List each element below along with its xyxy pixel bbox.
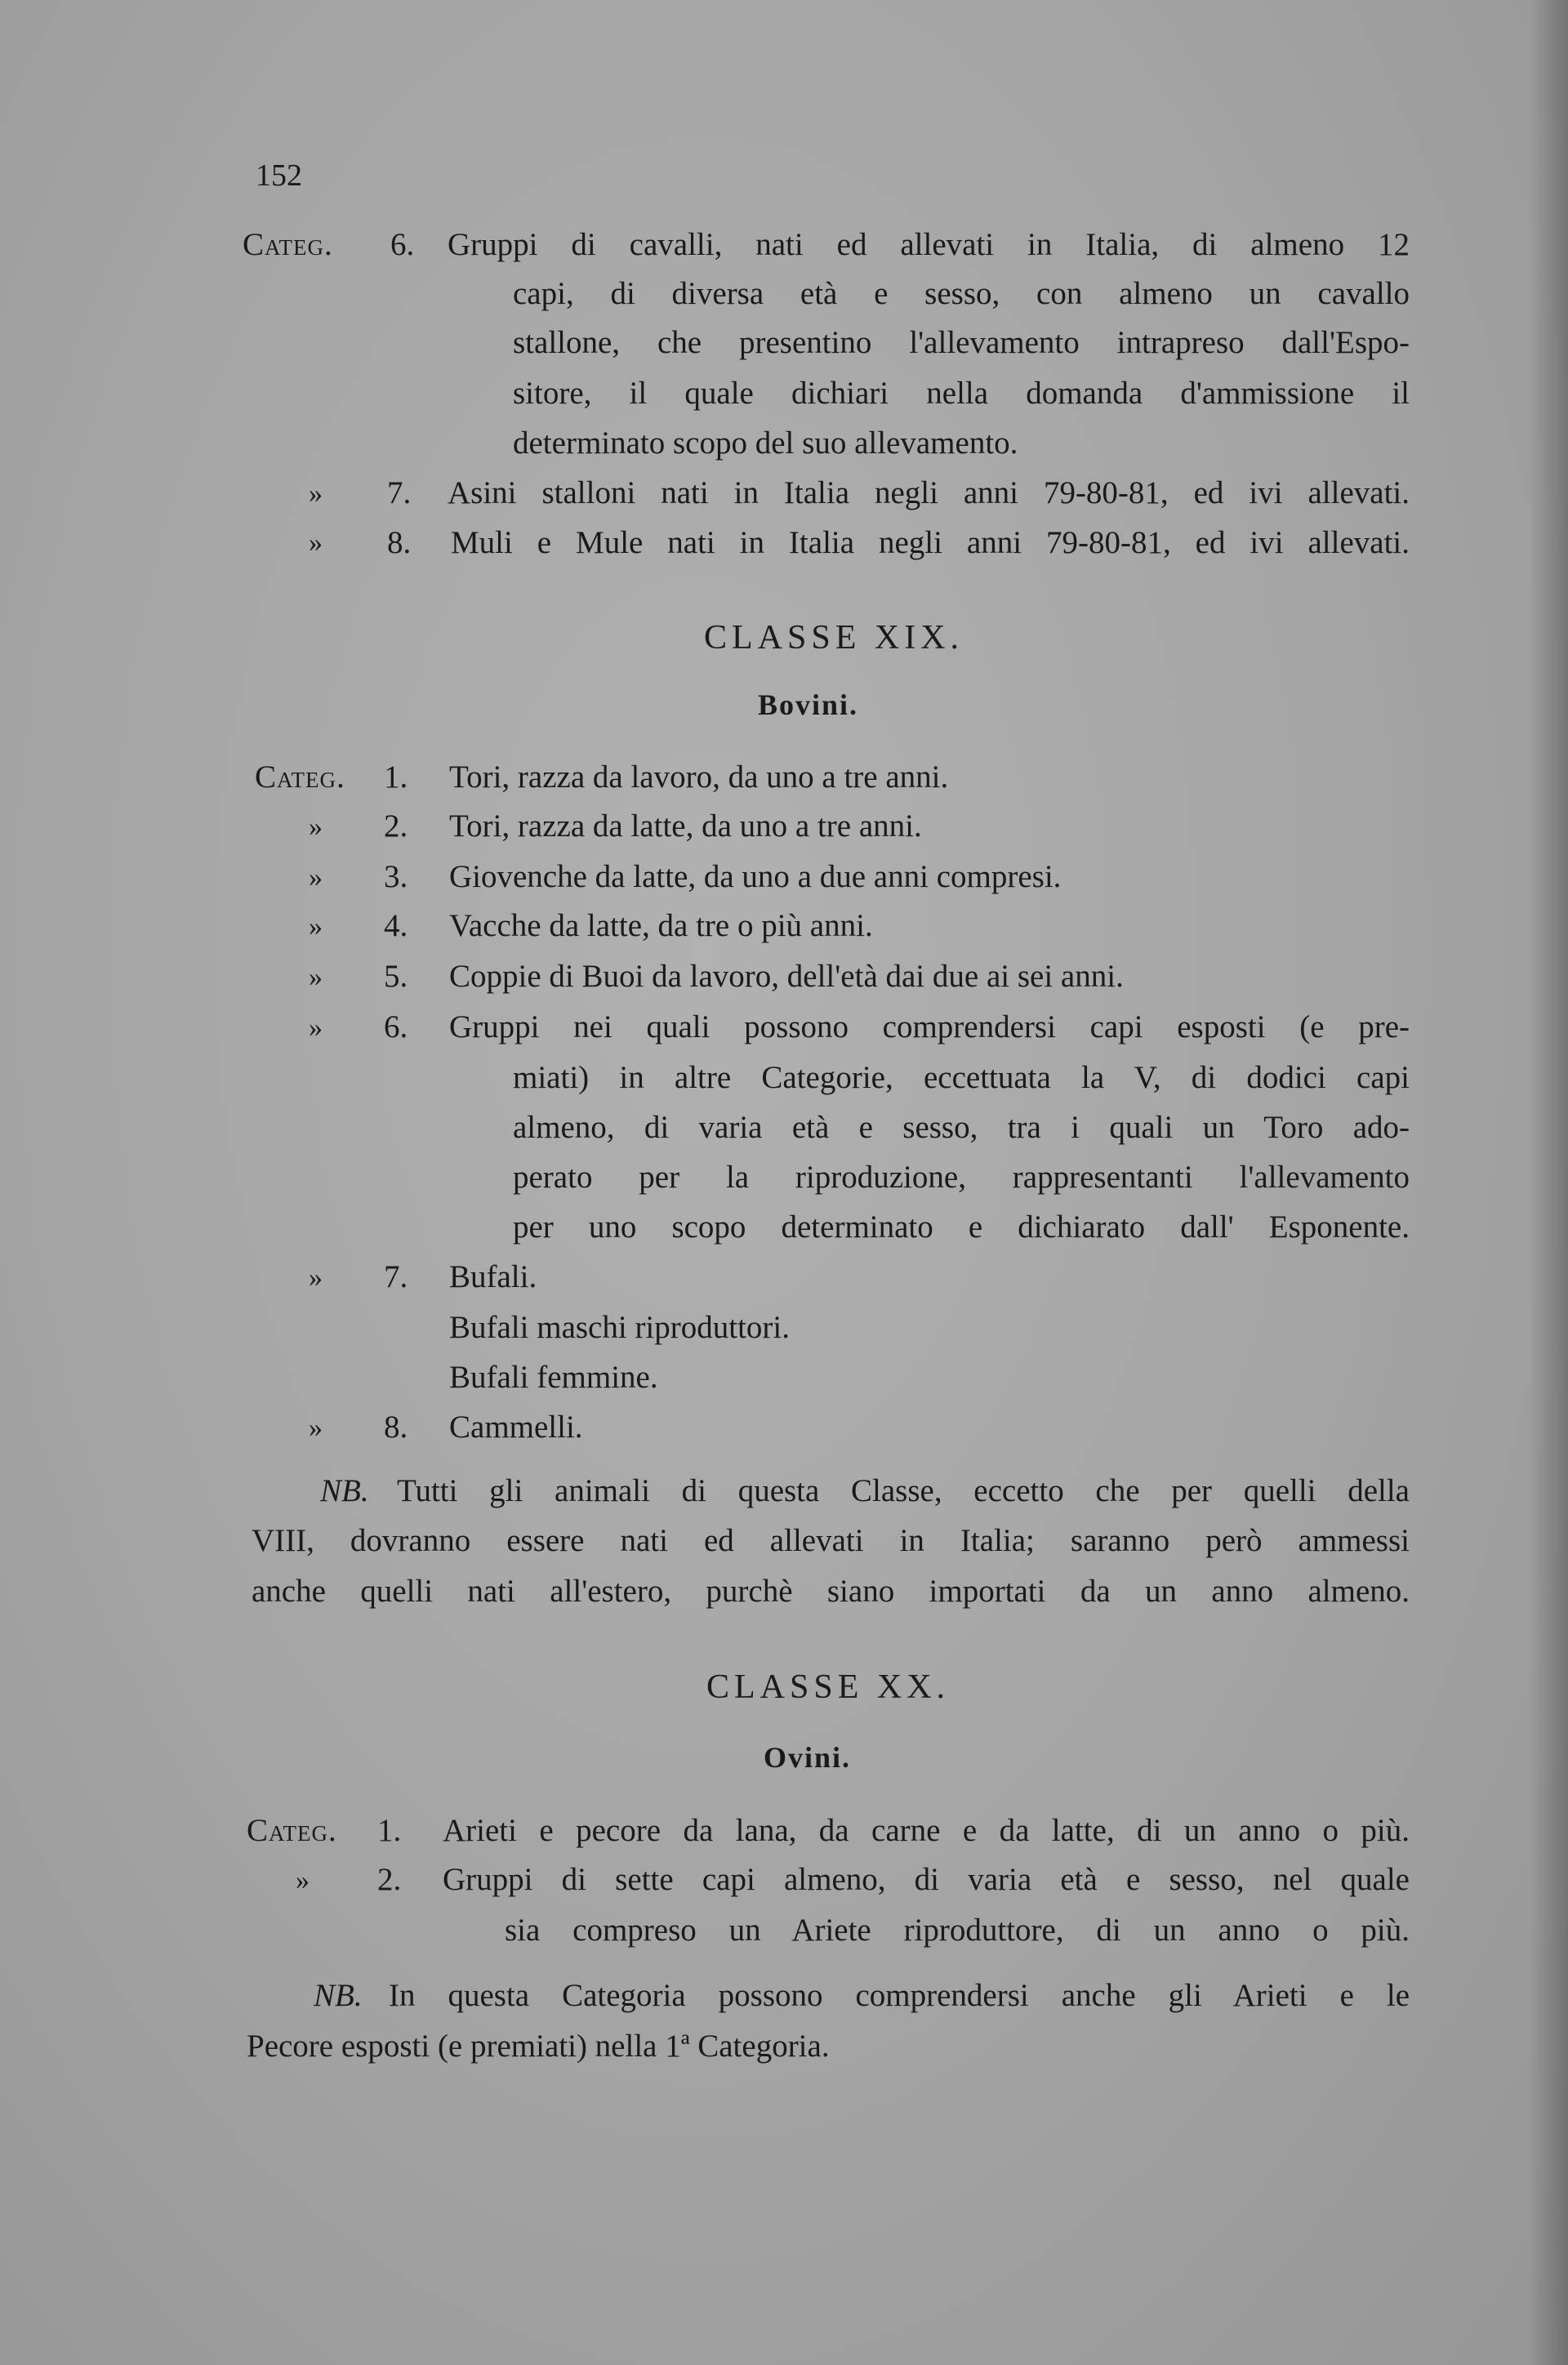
category-text-line: Bufali. — [449, 1259, 537, 1294]
category-text-line: per uno scopo determinato e dichiarato dall' Esponente. — [513, 1209, 1410, 1245]
category-text-line: Asini stalloni nati in Italia negli anni 79-80-81, ed ivi allevati. — [448, 475, 1410, 510]
category-text-line: Muli e Mule nati in Italia negli anni 79-80-81, ed ivi allevati. — [451, 525, 1410, 560]
category-text-line: almeno, di varia età e sesso, tra i quali un Toro ado- — [513, 1110, 1410, 1145]
category-text-line: Vacche da latte, da tre o più anni. — [449, 908, 873, 943]
category-text-line: sitore, il quale dichiari nella domanda d'ammissione il — [513, 376, 1410, 411]
section-subheading: Ovini. — [764, 1741, 852, 1774]
category-text-line: Coppie di Buoi da lavoro, dell'età dai due ai sei anni. — [449, 959, 1124, 994]
nota-bene-line: Pecore esposti (e premiati) nella 1ª Categoria. — [247, 2029, 830, 2064]
categ-label: Categ. — [247, 1813, 337, 1848]
nota-bene-line: In questa Categoria possono comprendersi anche gli Arieti e le — [389, 1978, 1410, 2013]
category-number: 7. — [384, 1259, 408, 1294]
category-number: 6. — [384, 1009, 408, 1044]
section-subheading: Bovini. — [758, 688, 859, 721]
nota-bene-line: Tutti gli animali di questa Classe, eccetto che per quelli della — [397, 1473, 1410, 1508]
category-text-line: Giovenche da latte, da uno a due anni compresi. — [449, 859, 1062, 894]
category-number: 2. — [384, 808, 408, 844]
category-number: 5. — [384, 959, 408, 994]
ditto-mark: » — [309, 1413, 323, 1443]
category-number: 6. — [390, 227, 415, 262]
category-text-line: Bufali femmine. — [449, 1360, 658, 1395]
category-text-line: Gruppi di sette capi almeno, di varia età e sesso, nel quale — [443, 1862, 1410, 1897]
ditto-mark: » — [309, 911, 323, 942]
category-number: 1. — [384, 759, 408, 795]
category-number: 1. — [377, 1813, 402, 1848]
category-text-line: Gruppi di cavalli, nati ed allevati in Italia, di almeno 12 — [448, 227, 1410, 262]
section-heading: CLASSE XIX. — [704, 619, 964, 657]
nota-bene-line: VIII, dovranno essere nati ed allevati in Italia; saranno però ammessi — [252, 1523, 1410, 1558]
category-number: 8. — [384, 1410, 408, 1445]
category-number: 8. — [387, 525, 412, 560]
section-heading: CLASSE XX. — [706, 1668, 951, 1706]
categ-label: Categ. — [255, 759, 345, 795]
category-text-line: Gruppi nei quali possono comprendersi capi esposti (e pre- — [449, 1009, 1410, 1044]
nota-bene-label: NB. — [320, 1473, 369, 1508]
categ-label: Categ. — [243, 227, 333, 262]
ditto-mark: » — [309, 962, 323, 992]
category-text-line: Arieti e pecore da lana, da carne e da latte, di un anno o più. — [443, 1813, 1410, 1848]
category-text-line: Bufali maschi riproduttori. — [449, 1310, 791, 1345]
category-text-line: capi, di diversa età e sesso, con almeno un cavallo — [513, 276, 1410, 311]
category-text-line: determinato scopo del suo allevamento. — [513, 425, 1018, 461]
ditto-mark: » — [296, 1865, 310, 1895]
category-text-line: stallone, che presentino l'allevamento intrapreso dall'Espo- — [513, 325, 1410, 360]
ditto-mark: » — [309, 862, 323, 893]
category-text-line: perato per la riproduzione, rappresentanti l'allevamento — [513, 1160, 1410, 1195]
category-text-line: Tori, razza da lavoro, da uno a tre anni. — [449, 759, 949, 795]
ditto-mark: » — [309, 812, 323, 842]
category-text-line: Cammelli. — [449, 1410, 583, 1445]
category-number: 7. — [387, 475, 412, 510]
ditto-mark: » — [309, 528, 323, 558]
category-number: 2. — [377, 1862, 402, 1897]
nota-bene-line: anche quelli nati all'estero, purchè siano importati da un anno almeno. — [252, 1574, 1410, 1609]
page-number: 152 — [256, 158, 302, 193]
category-text-line: Tori, razza da latte, da uno a tre anni. — [449, 808, 922, 844]
ditto-mark: » — [309, 1013, 323, 1043]
category-text-line: miati) in altre Categorie, eccettuata la V, di dodici capi — [513, 1060, 1410, 1095]
category-text-line: sia compreso un Ariete riproduttore, di un anno o più. — [505, 1913, 1410, 1948]
ditto-mark: » — [309, 1263, 323, 1293]
ditto-mark: » — [309, 479, 323, 509]
category-number: 4. — [384, 908, 408, 943]
nota-bene-label: NB. — [314, 1978, 363, 2013]
category-number: 3. — [384, 859, 408, 894]
